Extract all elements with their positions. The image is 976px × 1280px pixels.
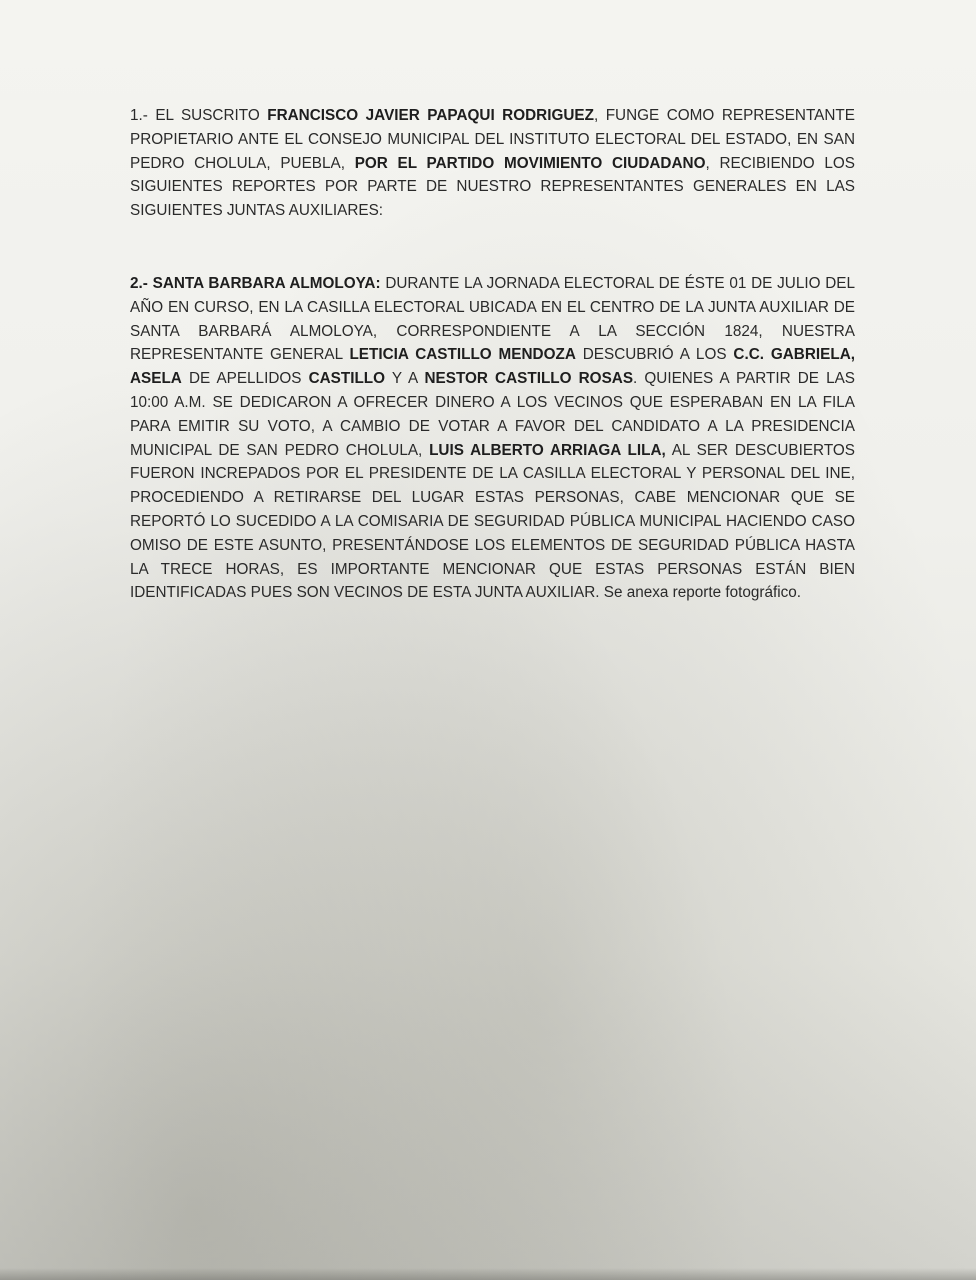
third-person-name: NESTOR CASTILLO ROSAS: [424, 370, 634, 388]
paragraph-2-text-6: AL SER DESCUBIERTOS FUERON INCREPADOS POR EL PRESIDENTE DE LA CASILLA ELECTORAL Y PERSONAL DEL INE, PROCEDIENDO A RETIRARSE DEL LUGAR ESTAS PERSONAS, CABE MENCIONAR QUE SE REPORTÓ LO SUCEDIDO A LA COMISARIA DE SEGURIDAD PÚBLICA MUNICIPAL HACIENDO CASO OMISO DE ESTE ASUNTO, PRESENTÁNDOSE LOS ELEMENTOS DE SEGURIDAD PÚBLICA HASTA LA TRECE HORAS, ES IMPORTANTE MENCIONAR QUE ESTAS PERSONAS ESTÁN BIEN IDENTIFICADAS PUES SON VECINOS DE ESTA JUNTA AUXILIAR. Se anexa reporte fotográfico.: [130, 441, 855, 602]
paragraph-1-text-2: , FUNGE COMO REPRESENTANTE PROPIETARIO ANTE EL CONSEJO MUNICIPAL DEL INSTITUTO ELECTORAL DEL ESTADO, EN SAN PEDRO CHOLULA, PUEBLA,: [130, 107, 855, 172]
candidate-name: LUIS ALBERTO ARRIAGA LILA,: [429, 441, 666, 459]
paragraph-1-text-3: , RECIBIENDO LOS SIGUIENTES REPORTES POR PARTE DE NUESTRO REPRESENTANTES GENERALES EN LAS SIGUIENTES JUNTAS AUXILIARES:: [130, 154, 855, 220]
paragraph-2-text-4: Y A: [385, 370, 425, 388]
paragraph-2: [130, 272, 855, 605]
paragraph-2-heading: 2.- SANTA BARBARA ALMOLOYA:: [130, 275, 381, 292]
paragraph-2-text-3: DE APELLIDOS: [181, 370, 309, 388]
persons-first-names: C.C. GABRIELA, ASELA: [130, 346, 855, 388]
persons-surname: CASTILLO: [308, 370, 386, 388]
paragraph-2-text-5: . QUIENES A PARTIR DE LAS 10:00 A.M. SE DEDICARON A OFRECER DINERO A LOS VECINOS QUE ESPERABAN EN LA FILA PARA EMITIR SU VOTO, A CAMBIO DE VOTAR A FAVOR DEL CANDIDATO A LA PRESIDENCIA MUNICIPAL DE SAN PEDRO CHOLULA,: [130, 370, 855, 459]
paragraph-2-text-1: DURANTE LA JORNADA ELECTORAL DE ÉSTE 01 DE JULIO DEL AÑO EN CURSO, EN LA CASILLA ELECTORAL UBICADA EN EL CENTRO DE LA JUNTA AUXILIAR DE SANTA BARBARÁ ALMOLOYA, CORRESPONDIENTE A LA SECCIÓN 1824, NUESTRA REPRESENTANTE GENERAL: [130, 275, 855, 364]
general-representative-name: LETICIA CASTILLO MENDOZA: [349, 346, 576, 364]
paragraph-1-text-1: 1.- EL SUSCRITO: [130, 107, 268, 124]
page-bottom-edge: [0, 1268, 976, 1280]
representative-name: FRANCISCO JAVIER PAPAQUI RODRIGUEZ: [267, 107, 594, 124]
party-name: POR EL PARTIDO MOVIMIENTO CIUDADANO: [354, 154, 706, 172]
paragraph-2-text-2: DESCUBRIÓ A LOS: [575, 346, 734, 364]
paragraph-1: [130, 104, 855, 223]
